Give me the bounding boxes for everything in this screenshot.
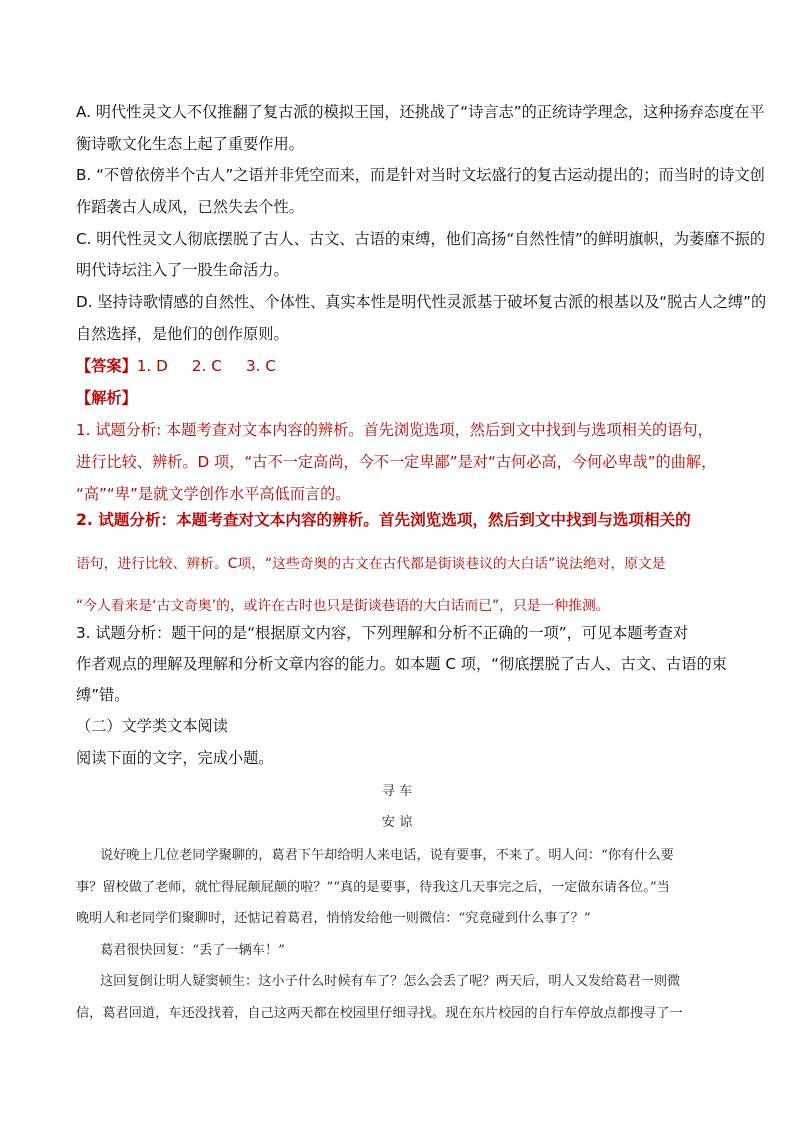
analysis-q1-line-3: “高”“卑”是就文学创作水平高低而言的。 xyxy=(76,485,351,503)
option-b-line-2: 作蹈袭古人成风，已然失去个性。 xyxy=(76,198,304,216)
option-d-line-1: D. 坚持诗歌情感的自然性、个体性、真实本性是明代性灵派基于破坏复古派的根基以及“脱古人之缚”的 xyxy=(76,293,767,311)
option-a-line-1: A. 明代性灵文人不仅推翻了复古派的模拟王国，还挑战了“诗言志”的正统诗学理念，这种扬弃态度在平 xyxy=(76,103,765,121)
analysis-q3-line-1: 3. 试题分析：题干问的是“根据原文内容，下列理解和分析不正确的一项”，可见本题考查对 xyxy=(76,624,689,642)
answer-line xyxy=(76,356,276,376)
story-line-3: 晚明人和老同学们聚聊时，还惦记着葛君，悄悄发给他一则微信：“究竟碰到什么事了？” xyxy=(76,911,591,926)
analysis-label: 【解析】 xyxy=(76,389,137,407)
option-a-line-2: 衡诗歌文化生态上起了重要作用。 xyxy=(76,135,304,153)
answer-items: 1. D 2. C 3. C xyxy=(136,357,276,375)
answer-label: 【答案】 xyxy=(76,357,137,375)
option-c-line-2: 明代诗坛注入了一股生命活力。 xyxy=(76,261,289,279)
option-c-line-1: C. 明代性灵文人彻底摆脱了古人、古文、古语的束缚，他们高扬“自然性情”的鲜明旗帜，为萎靡不振的 xyxy=(76,230,766,248)
story-line-4: 葛君很快回复：“丢了一辆车！” xyxy=(100,943,285,958)
analysis-q3-line-3: 缚”错。 xyxy=(76,686,130,704)
story-line-2: 事？留校做了老师，就忙得屁颠屁颠的啦？”“真的是要事，待我这几天事完之后，一定做东请各位。”当 xyxy=(76,880,670,895)
section-heading: （二）文学类文本阅读 xyxy=(76,717,228,735)
analysis-q1-line-1: 1. 试题分析: 本题考查对文本内容的辨析。首先浏览选项，然后到文中找到与选项相关的语句， xyxy=(76,421,713,439)
story-line-6: 信，葛君回道，车还没找着，自己这两天都在校园里仔细寻找。现在东片校园的自行车停放点都搜寻了一 xyxy=(76,1006,683,1021)
analysis-q1-line-2: 进行比较、辨析。D 项，“古不一定高尚，今不一定卑鄙”是对“古何必高，今何必卑哉”的曲解， xyxy=(76,453,717,471)
analysis-q3-line-2: 作者观点的理解及理解和分析文章内容的能力。如本题 C 项，“彻底摆脱了古人、古文、古语的束 xyxy=(76,655,727,673)
option-d-line-2: 自然选择，是他们的创作原则。 xyxy=(76,325,289,343)
story-line-1: 说好晚上几位老同学聚聊的，葛君下午却给明人来电话，说有要事，不来了。明人问：“你有什么要 xyxy=(100,848,674,863)
story-title: 寻 车 xyxy=(381,784,413,799)
analysis-q2-line-1: 2. 试题分析：本题考查对文本内容的辨析。首先浏览选项，然后到文中找到与选项相关的 xyxy=(76,511,691,529)
option-b-line-1: B. “不曾依傍半个古人”之语并非凭空而来，而是针对当时文坛盛行的复古运动提出的；而当时的诗文创 xyxy=(76,166,765,184)
story-author: 安 谅 xyxy=(381,815,413,830)
instruction: 阅读下面的文字，完成小题。 xyxy=(76,749,274,767)
analysis-q2-line-2: 语句，进行比较、辨析。C项，“这些奇奥的古文在古代都是街谈巷议的大白话”说法绝对，原文是 xyxy=(76,556,666,572)
analysis-q2-line-3: “今人看来是‘古文奇奥’的，或许在古时也只是街谈巷语的大白话而已”，只是一种推测。 xyxy=(76,598,610,614)
story-line-5: 这回复倒让明人疑窦顿生：这小子什么时候有车了？怎么会丢了呢？两天后，明人又发给葛君一则微 xyxy=(100,974,681,989)
